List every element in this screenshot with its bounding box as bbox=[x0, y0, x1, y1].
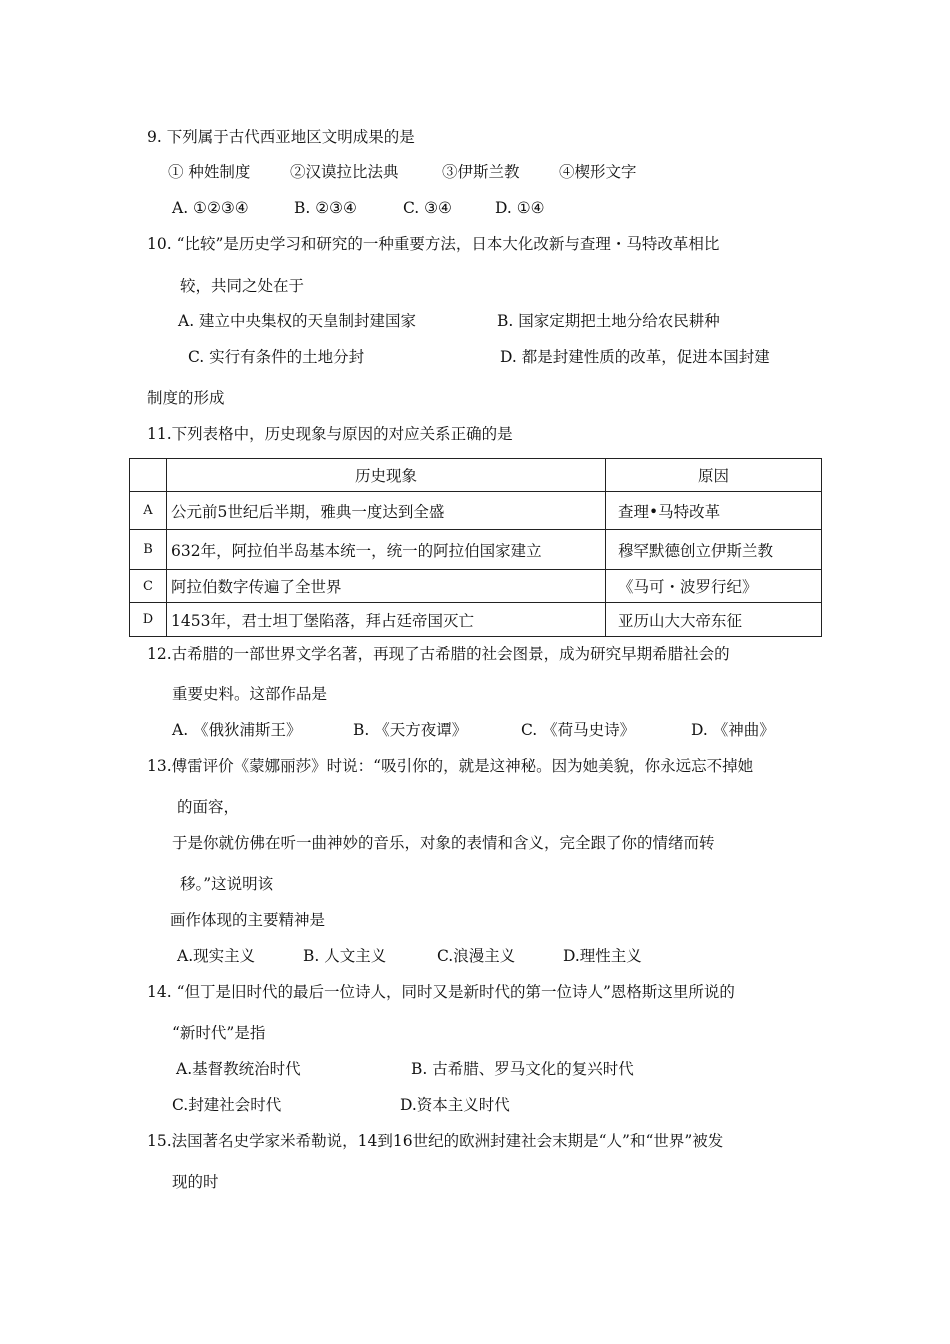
q14-option-c: C.封建社会时代 bbox=[172, 1096, 282, 1114]
table-cell-letter: D bbox=[130, 603, 167, 637]
q13-stem-line-2: 的面容， bbox=[177, 798, 240, 816]
table-cell-phenomenon: 1453年，君士坦丁堡陷落，拜占廷帝国灭亡 bbox=[167, 603, 606, 637]
table-cell-cause: 穆罕默德创立伊斯兰教 bbox=[606, 530, 822, 570]
q13-stem-line-5: 画作体现的主要精神是 bbox=[170, 911, 326, 929]
q13-option-b: B. 人文主义 bbox=[303, 947, 387, 965]
q14-option-b: B. 古希腊、罗马文化的复兴时代 bbox=[411, 1060, 634, 1078]
q9-option-c: C. ③④ bbox=[403, 199, 452, 217]
q14-stem-line-2: “新时代”是指 bbox=[172, 1024, 266, 1042]
q15-stem-line-2: 现的时 bbox=[172, 1173, 219, 1191]
history-table bbox=[129, 458, 822, 637]
q12-option-b: B. 《天方夜谭》 bbox=[353, 721, 468, 739]
table-row bbox=[130, 603, 822, 637]
q9-item-1: ① 种姓制度 bbox=[168, 163, 251, 181]
q9-option-b: B. ②③④ bbox=[294, 199, 357, 217]
q10-option-d: D. 都是封建性质的改革，促进本国封建 bbox=[500, 348, 770, 366]
q10-option-a: A. 建立中央集权的天皇制封建国家 bbox=[178, 312, 417, 330]
q10-option-b: B. 国家定期把土地分给农民耕种 bbox=[497, 312, 720, 330]
q10-stem-line-2: 较，共同之处在于 bbox=[180, 277, 305, 295]
q13-option-a: A.现实主义 bbox=[177, 947, 256, 965]
q9-option-d: D. ①④ bbox=[495, 199, 545, 217]
q12-option-d: D. 《神曲》 bbox=[691, 721, 775, 739]
q13-stem-line-1: 13.傅雷评价《蒙娜丽莎》时说：“吸引你的，就是这神秘。因为她美貌，你永远忘不掉她 bbox=[147, 757, 754, 775]
q12-stem-line-1: 12.古希腊的一部世界文学名著，再现了古希腊的社会图景，成为研究早期希腊社会的 bbox=[147, 645, 730, 663]
table-row bbox=[130, 570, 822, 603]
table-cell-cause: 《马可・波罗行纪》 bbox=[606, 570, 822, 603]
q9-item-3: ③伊斯兰教 bbox=[442, 163, 520, 181]
q13-stem-line-3: 于是你就仿佛在听一曲神妙的音乐，对象的表情和含义，完全跟了你的情绪而转 bbox=[172, 834, 715, 852]
table-row bbox=[130, 530, 822, 570]
table-cell-cause: 亚历山大大帝东征 bbox=[606, 603, 822, 637]
q11-stem: 11.下列表格中，历史现象与原因的对应关系正确的是 bbox=[147, 425, 513, 443]
q13-option-c: C.浪漫主义 bbox=[437, 947, 516, 965]
table-header-cell bbox=[130, 459, 167, 492]
table-header-cell: 原因 bbox=[606, 459, 822, 492]
q13-stem-line-4: 移。”这说明该 bbox=[180, 875, 274, 893]
q12-option-a: A. 《俄狄浦斯王》 bbox=[172, 721, 302, 739]
table-cell-phenomenon: 公元前5世纪后半期，雅典一度达到全盛 bbox=[167, 492, 606, 530]
q14-stem-line-1: 14. “但丁是旧时代的最后一位诗人，同时又是新时代的第一位诗人”恩格斯这里所说的 bbox=[147, 983, 735, 1001]
q9-stem: 9. 下列属于古代西亚地区文明成果的是 bbox=[147, 128, 415, 146]
q13-option-d: D.理性主义 bbox=[563, 947, 642, 965]
q10-stem-line-1: 10. “比较”是历史学习和研究的一种重要方法，日本大化改新与查理・马特改革相比 bbox=[147, 235, 720, 253]
table-cell-cause: 查理•马特改革 bbox=[606, 492, 822, 530]
table-cell-phenomenon: 阿拉伯数字传遍了全世界 bbox=[167, 570, 606, 603]
q9-option-a: A. ①②③④ bbox=[172, 199, 249, 217]
q14-option-d: D.资本主义时代 bbox=[400, 1096, 510, 1114]
q10-option-d-continued: 制度的形成 bbox=[147, 389, 225, 407]
table-row bbox=[130, 492, 822, 530]
table-cell-letter: B bbox=[130, 530, 167, 570]
q15-stem-line-1: 15.法国著名史学家米希勒说，14到16世纪的欧洲封建社会末期是“人”和“世界”被发 bbox=[147, 1132, 724, 1150]
table-header-row bbox=[130, 459, 822, 492]
q9-item-4: ④楔形文字 bbox=[559, 163, 637, 181]
q10-option-c: C. 实行有条件的土地分封 bbox=[188, 348, 365, 366]
table-header-cell: 历史现象 bbox=[167, 459, 606, 492]
table-cell-phenomenon: 632年，阿拉伯半岛基本统一，统一的阿拉伯国家建立 bbox=[167, 530, 606, 570]
q14-option-a: A.基督教统治时代 bbox=[176, 1060, 301, 1078]
q12-option-c: C. 《荷马史诗》 bbox=[521, 721, 636, 739]
q9-item-2: ②汉谟拉比法典 bbox=[290, 163, 399, 181]
table-cell-letter: C bbox=[130, 570, 167, 603]
q12-stem-line-2: 重要史料。这部作品是 bbox=[172, 685, 328, 703]
table-cell-letter: A bbox=[130, 492, 167, 530]
